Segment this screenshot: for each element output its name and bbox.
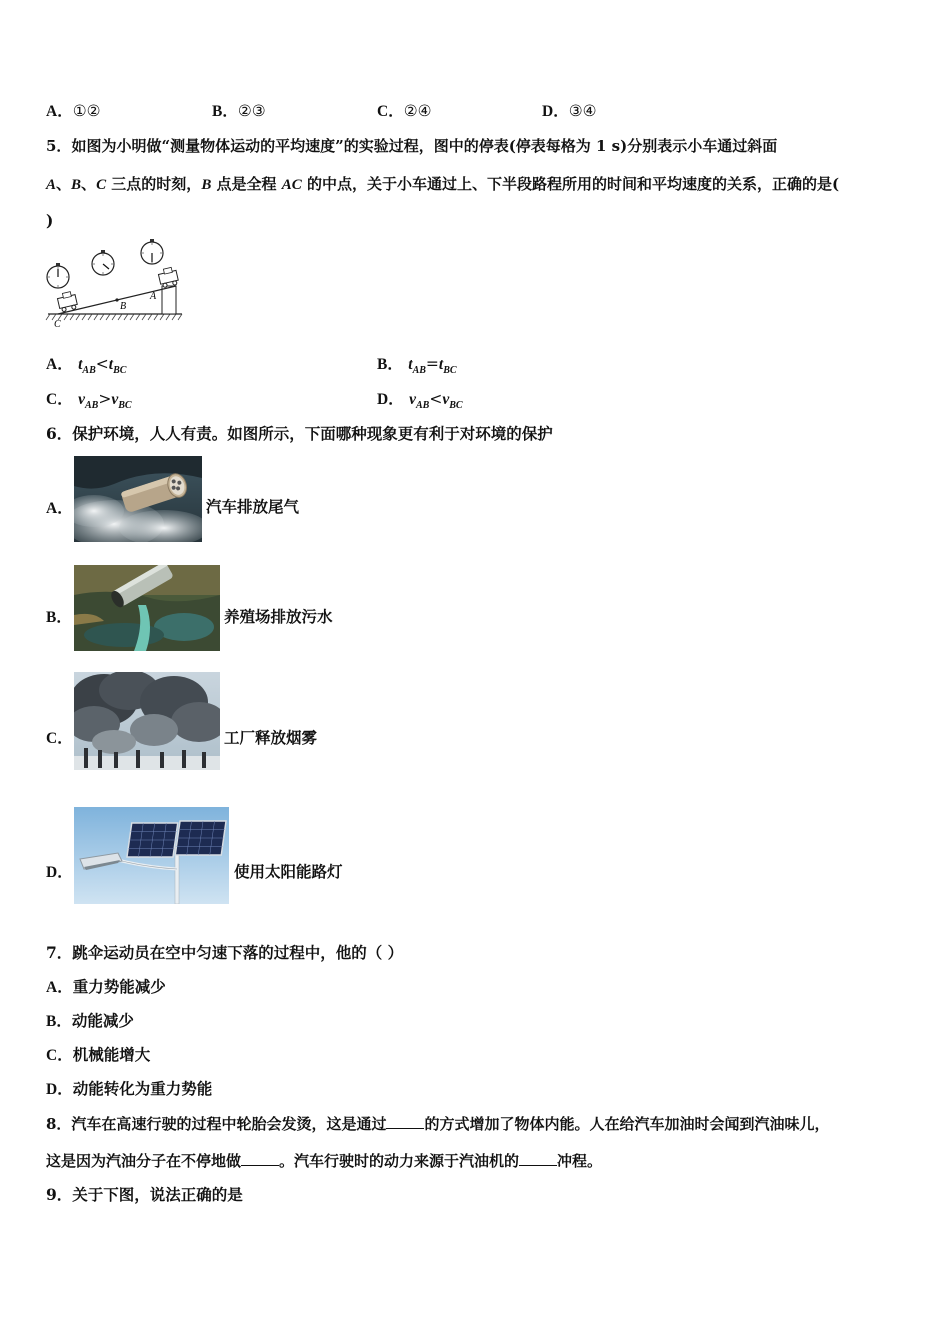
incline-stopwatch-diagram [40, 236, 190, 332]
q4-option-b: B．②③ [212, 102, 266, 120]
incline-support [162, 286, 176, 314]
q8-blank-2[interactable] [241, 1151, 279, 1166]
q4-option-a: A．①② [46, 102, 101, 120]
q6-stem: 6．保护环境，人人有责。如图所示，下面哪种现象更有利于对环境的保护 [46, 424, 553, 443]
q6-option-c-label: C． [46, 730, 73, 747]
point-a-label: A [150, 291, 157, 302]
q7-stem: 7．跳伞运动员在空中匀速下落的过程中，他的（ ） [46, 943, 404, 962]
q8-blank-3[interactable] [519, 1151, 557, 1166]
point-b-label: B [120, 301, 127, 312]
q7-option-b: B．动能减少 [46, 1011, 134, 1030]
q5-option-c: C． $v_{AB}>v_{BC}$ [46, 390, 132, 412]
q4-option-d: D．③④ [542, 102, 597, 120]
q7-option-d: D．动能转化为重力势能 [46, 1079, 213, 1098]
q5-stem-line1: 5．如图为小明做“测量物体运动的平均速度”的实验过程，图中的停表(停表每格为 1 s)分别表示小车通过斜面 [46, 137, 778, 155]
car-exhaust-photo [74, 456, 202, 542]
q8-stem-line1: 8．汽车在高速行驶的过程中轮胎会发烫，这是通过 的方式增加了物体内能。人在给汽车加油时会闻到汽油味儿， [46, 1115, 830, 1133]
q5-option-a: A． $t_{AB}<t_{BC}$ [46, 355, 127, 377]
cart-top [158, 267, 180, 289]
q5-stem-line2: A、B、C 三点的时刻，B 点是全程 AC 的中点，关于小车通过上、下半段路程所用的时间和平均速度的关系，正确的是( [46, 175, 840, 193]
q6-option-b-caption: 养殖场排放污水 [224, 607, 333, 626]
cart-bottom [57, 291, 79, 313]
ground-hatch [46, 314, 182, 320]
q7-option-a: A．重力势能减少 [46, 977, 166, 996]
q9-stem: 9．关于下图，说法正确的是 [46, 1185, 243, 1204]
stopwatch-a-icon [141, 239, 163, 264]
point-b-marker [115, 298, 118, 301]
factory-smoke-photo [74, 672, 220, 770]
q7-option-c: C．机械能增大 [46, 1045, 151, 1064]
q6-option-d-caption: 使用太阳能路灯 [234, 862, 343, 881]
stopwatch-c-icon [47, 263, 69, 288]
q5-stem-line3: ) [46, 211, 54, 230]
q6-option-b-label: B． [46, 609, 72, 626]
q8-stem-line2: 这是因为汽油分子在不停地做 。汽车行驶时的动力来源于汽油机的 冲程。 [46, 1152, 603, 1170]
point-c-label: C [54, 319, 61, 330]
sewage-pipe-photo [74, 565, 220, 651]
q8-blank-1[interactable] [386, 1114, 424, 1129]
q5-option-d: D． $v_{AB}<v_{BC}$ [377, 390, 463, 412]
q6-option-c-caption: 工厂释放烟雾 [224, 728, 318, 747]
solar-street-light-photo [74, 807, 229, 904]
q4-option-c: C．②④ [377, 102, 432, 120]
q5-option-b: B． $t_{AB}=t_{BC}$ [377, 355, 457, 377]
stopwatch-b-icon [92, 250, 114, 275]
q6-option-a-label: A． [46, 500, 73, 517]
q6-option-a-caption: 汽车排放尾气 [206, 497, 300, 516]
q6-option-d-label: D． [46, 864, 73, 881]
